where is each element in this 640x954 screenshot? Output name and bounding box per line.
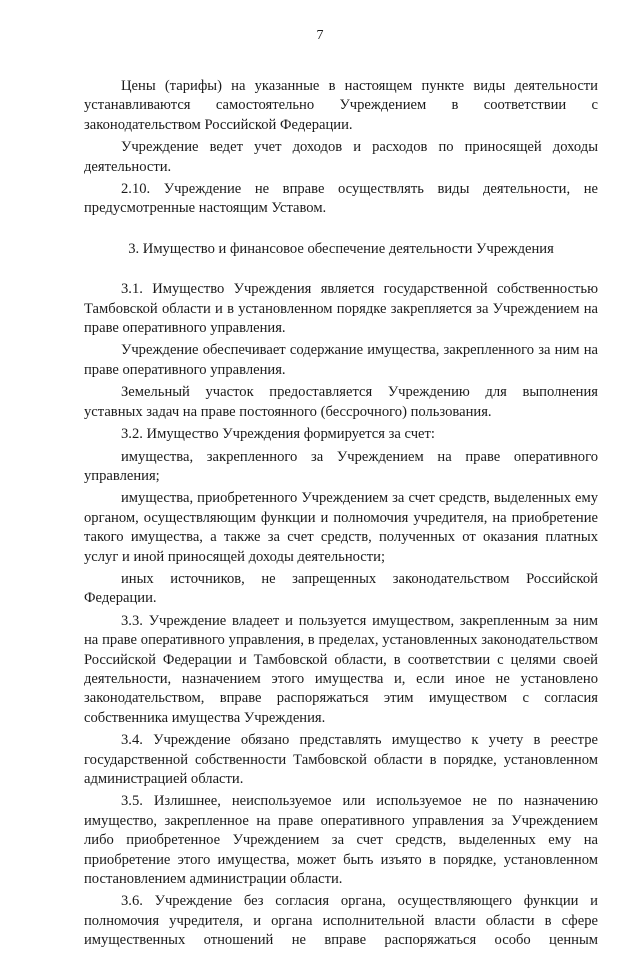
paragraph: имущества, приобретенного Учреждением за счет средств, выделенных ему органом, осуществляющим функции и полномочия учредителя, на приобретение такого имущества, а также за счет средств, полученных от оказания платных услуг и иной приносящей доходы деятельности;	[84, 490, 598, 565]
paragraph: 3.3. Учреждение владеет и пользуется имуществом, закрепленным за ним на праве оперативного управления, в пределах, установленных законодательством Российской Федерации и Тамбовской области, в соответствии с целями своей деятельности, назначением этого имущества и, если иное не установлено законодательством, вправе распоряжаться этим имуществом с согласия собственника имущества Учреждения.	[84, 612, 598, 726]
paragraph: Цены (тарифы) на указанные в настоящем пункте виды деятельности устанавливаются самостоятельно Учреждением в соответствии с законодательством Российской Федерации.	[84, 78, 598, 133]
paragraph: 3.5. Излишнее, неиспользуемое или используемое не по назначению имущество, закрепленное на праве оперативного управления за Учреждением либо приобретенное Учреждением за счет средств, выделенных ему на приобретение этого имущества, может быть изъято в порядке, установленном постановлением администрации области.	[84, 793, 598, 888]
paragraph: Учреждение ведет учет доходов и расходов по приносящей доходы деятельности.	[84, 139, 598, 175]
paragraph: Земельный участок предоставляется Учреждению для выполнения уставных задач на праве постоянного (бессрочного) пользования.	[84, 384, 598, 420]
paragraph: 3.4. Учреждение обязано представлять имущество к учету в реестре государственной собственности Тамбовской области в порядке, установленном администрацией области.	[84, 732, 598, 787]
section-heading: 3. Имущество и финансовое обеспечение деятельности Учреждения	[128, 240, 554, 257]
page-number: 7	[316, 28, 324, 43]
paragraph: 2.10. Учреждение не вправе осуществлять виды деятельности, не предусмотренные настоящим Уставом.	[84, 181, 598, 217]
paragraph: иных источников, не запрещенных законодательством Российской Федерации.	[84, 570, 598, 607]
paragraph: 3.2. Имущество Учреждения формируется за счет:	[121, 426, 435, 443]
paragraph: 3.1. Имущество Учреждения является государственной собственностью Тамбовской области и в установленном порядке закрепляется за Учреждением на праве оперативного управления.	[84, 281, 598, 337]
paragraph: Учреждение обеспечивает содержание имущества, закрепленного за ним на праве оперативного управления.	[84, 342, 598, 378]
paragraph: имущества, закрепленного за Учреждением на праве оперативного управления;	[84, 448, 598, 484]
paragraph: 3.6. Учреждение без согласия органа, осуществляющего функции и полномочия учредителя, и органа исполнительной власти области в сфере имущественных отношений не вправе распоряжаться особо ценным	[84, 893, 598, 949]
document-body	[84, 77, 598, 954]
